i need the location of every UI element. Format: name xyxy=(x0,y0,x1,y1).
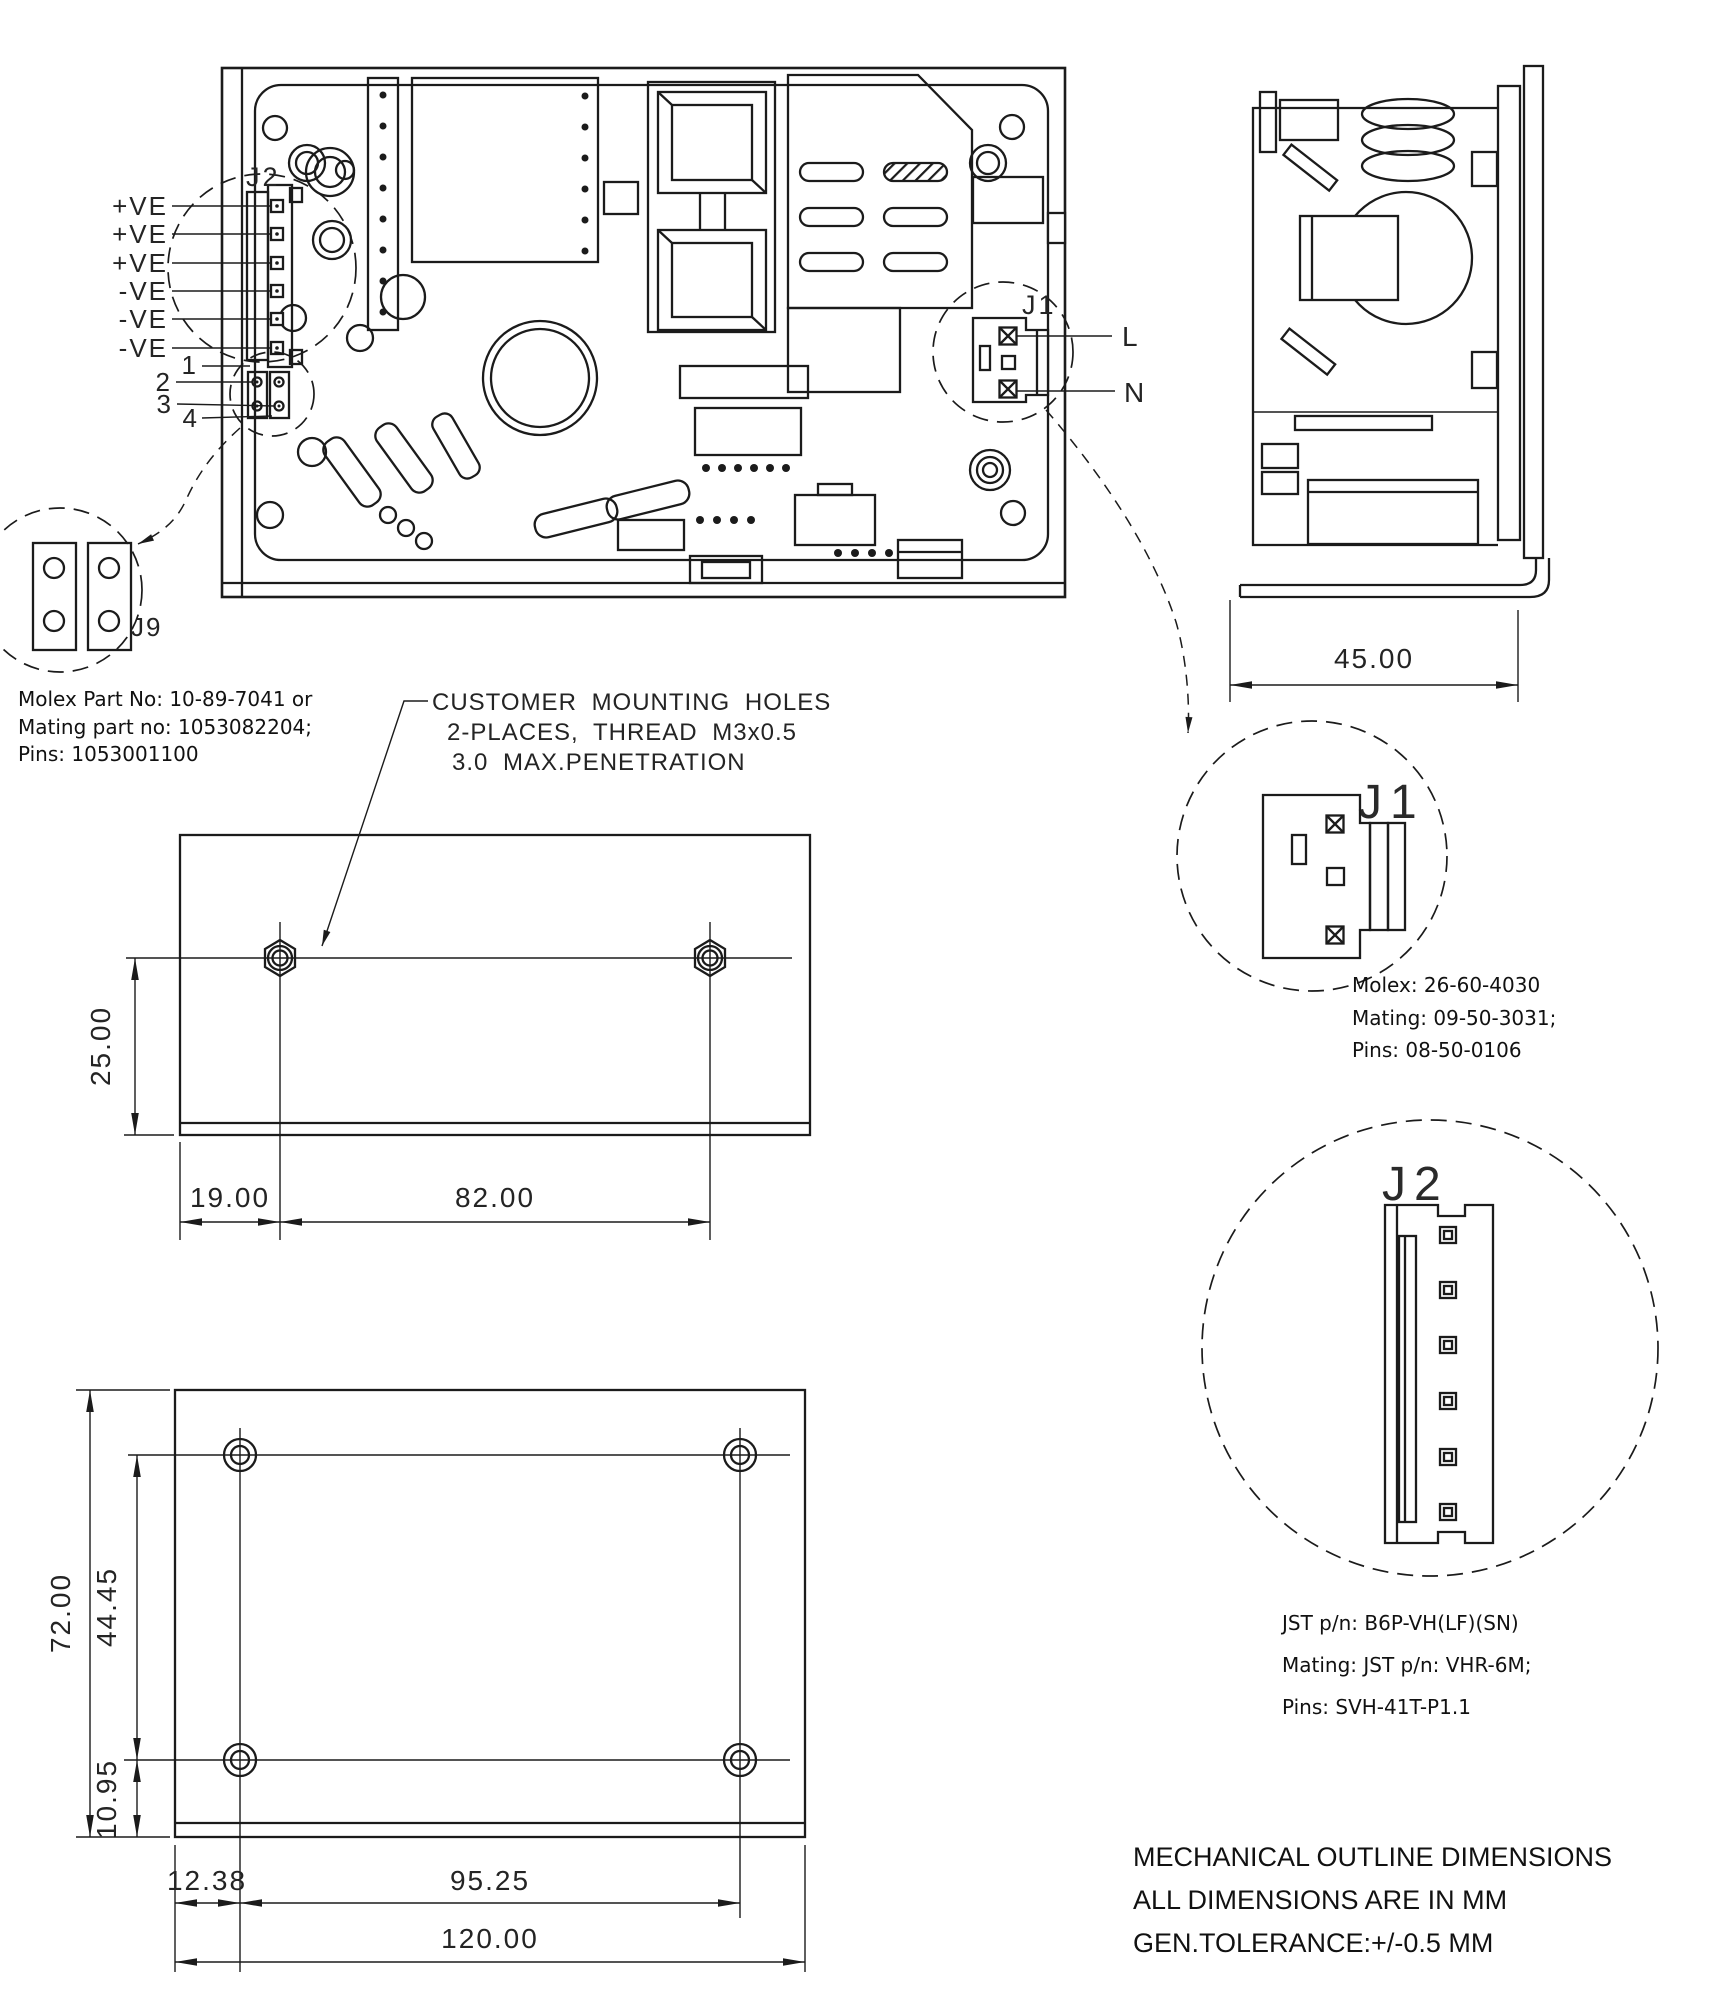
j2-detail xyxy=(1202,1120,1658,1719)
j2-note-line3: Pins: SVH-41T-P1.1 xyxy=(1282,1695,1471,1719)
j2-note-line2: Mating: JST p/n: VHR-6M; xyxy=(1282,1653,1532,1677)
mounting-holes-note xyxy=(322,689,831,946)
general-note-line2: ALL DIMENSIONS ARE IN MM xyxy=(1133,1885,1508,1915)
j9-note-line1: Molex Part No: 10-89-7041 or xyxy=(18,687,313,711)
side-view xyxy=(1230,66,1549,702)
j1-board-label: J1 xyxy=(1022,290,1057,320)
j1-note-line1: Molex: 26-60-4030 xyxy=(1352,973,1541,997)
j2-pin-label-4: -VE xyxy=(118,276,168,306)
via-column xyxy=(380,92,387,316)
mounting-note-line3: 3.0 MAX.PENETRATION xyxy=(452,749,746,776)
bottom-view xyxy=(45,1390,805,1972)
pcb-outline xyxy=(255,85,1048,560)
general-note-line1: MECHANICAL OUTLINE DIMENSIONS xyxy=(1133,1842,1613,1872)
j1-detail-leader xyxy=(1046,410,1189,733)
board-width-dim: 120.00 xyxy=(441,1923,539,1954)
heatsink xyxy=(788,75,972,392)
j9-pin-number-1: 1 xyxy=(181,350,198,380)
j2-board-label: J2 xyxy=(246,162,281,192)
j2-detail-body xyxy=(1385,1205,1493,1543)
general-note-line3: GEN.TOLERANCE:+/-0.5 MM xyxy=(1133,1928,1494,1958)
j2-pin-label-2: +VE xyxy=(112,219,168,249)
bulk-capacitor xyxy=(483,321,597,435)
mounting-note-leader xyxy=(322,701,428,946)
hole-offset-x-dim: 19.00 xyxy=(189,1182,271,1213)
bottom-view-outline xyxy=(175,1390,805,1837)
j9-note-line2: Mating part no: 1053082204; xyxy=(18,715,313,739)
j9-detail-label: J9 xyxy=(131,612,163,642)
j2-detail-blob xyxy=(168,174,356,362)
j9-pin-number-3: 3 xyxy=(156,389,173,419)
hole-rows-spacing-dim: 44.45 xyxy=(91,1566,122,1648)
j1-connector xyxy=(973,318,1048,402)
hole-row-offset-dim: 10.95 xyxy=(91,1758,122,1840)
j9-detail xyxy=(0,508,313,766)
transformer xyxy=(648,82,775,332)
j9-pin-number-4: 4 xyxy=(182,403,199,433)
mounting-view xyxy=(85,835,810,1240)
neutral-label: N xyxy=(1124,377,1147,408)
j9-detail-leader xyxy=(138,428,240,544)
side-width-dim: 45.00 xyxy=(1333,643,1415,674)
hole-cols-spacing-dim: 95.25 xyxy=(449,1865,531,1896)
hole-offset-y-dim: 25.00 xyxy=(85,1005,116,1087)
j1-detail-circle xyxy=(1177,721,1447,991)
board-height-dim: 72.00 xyxy=(45,1572,76,1654)
top-view xyxy=(112,68,1188,733)
j9-detail-circle xyxy=(0,508,142,672)
j1-detail-body xyxy=(1263,795,1370,958)
j2-detail-label: J2 xyxy=(1382,1158,1449,1211)
hole-col-offset-dim: 12.38 xyxy=(166,1865,248,1896)
j1-note-line2: Mating: 09-50-3031; xyxy=(1352,1006,1557,1030)
component-block xyxy=(412,78,598,262)
j2-pin-label-1: +VE xyxy=(112,191,168,221)
general-notes xyxy=(1133,1842,1612,1958)
bracket xyxy=(1240,558,1536,585)
j1-detail-label: J1 xyxy=(1358,776,1425,829)
mounting-note-line2: 2-PLACES, THREAD M3x0.5 xyxy=(447,719,797,746)
j9-pin-number-2: 2 xyxy=(155,367,172,397)
j1-detail xyxy=(1177,721,1556,1062)
j9-note-line3: Pins: 1053001100 xyxy=(18,742,199,766)
mounting-view-outline xyxy=(180,835,810,1135)
mounting-note-line1: CUSTOMER MOUNTING HOLES xyxy=(432,689,832,716)
j1-note-line3: Pins: 08-50-0106 xyxy=(1352,1038,1522,1062)
j2-pin-label-6: -VE xyxy=(118,333,168,363)
j2-pin-label-5: -VE xyxy=(118,304,168,334)
j2-note-line1: JST p/n: B6P-VH(LF)(SN) xyxy=(1282,1611,1519,1635)
j2-pin-label-3: +VE xyxy=(112,248,168,278)
hatched-slot xyxy=(884,163,947,181)
hole-spacing-dim: 82.00 xyxy=(454,1182,536,1213)
line-label: L xyxy=(1122,321,1140,352)
